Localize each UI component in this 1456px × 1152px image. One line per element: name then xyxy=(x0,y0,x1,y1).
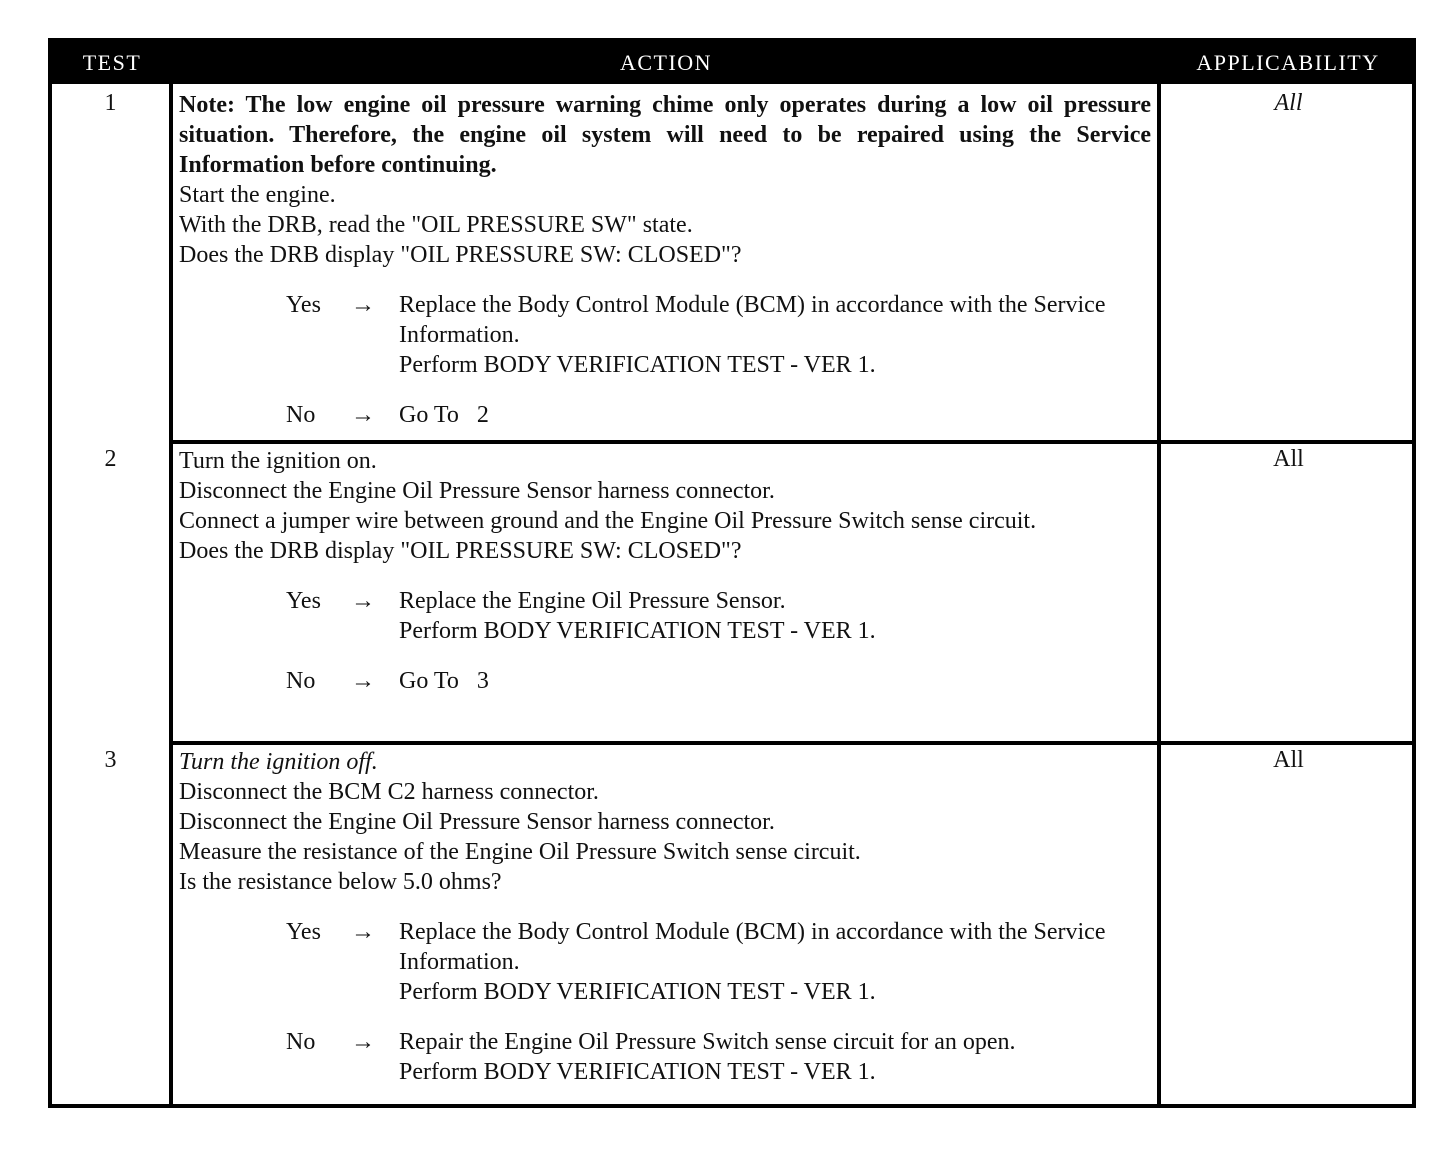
yes-label: Yes xyxy=(286,919,321,945)
arrow-icon: → xyxy=(351,402,375,428)
result-line: Perform BODY VERIFICATION TEST - VER 1. xyxy=(399,618,876,644)
action-step: Does the DRB display "OIL PRESSURE SW: CLOSED"? xyxy=(179,242,742,268)
no-branch xyxy=(179,1027,1151,1087)
no-branch xyxy=(179,666,1151,696)
result-line: Go To 2 xyxy=(399,402,489,428)
result-line: Replace the Engine Oil Pressure Sensor. xyxy=(399,588,786,614)
action-cell xyxy=(179,747,1151,1087)
action-cell xyxy=(179,446,1151,696)
applicability-value: All xyxy=(1273,446,1304,472)
arrow-icon: → xyxy=(351,588,375,614)
diagnostic-test-table xyxy=(48,38,1416,1108)
no-result xyxy=(399,1027,1151,1087)
no-label: No xyxy=(286,402,316,428)
result-line: Replace the Body Control Module (BCM) in accordance with the Service Information. xyxy=(399,919,1106,975)
table-row xyxy=(52,88,1412,440)
header-test: TEST xyxy=(82,50,142,75)
result-line: Replace the Body Control Module (BCM) in accordance with the Service Information. xyxy=(399,292,1106,348)
yes-label: Yes xyxy=(286,292,321,318)
no-label: No xyxy=(286,1029,316,1055)
table-row xyxy=(52,444,1412,741)
result-line: Go To 3 xyxy=(399,668,489,694)
arrow-icon: → xyxy=(351,919,375,945)
yes-label: Yes xyxy=(286,588,321,614)
action-step: Turn the ignition off. xyxy=(179,749,378,775)
result-line: Perform BODY VERIFICATION TEST - VER 1. xyxy=(399,352,876,378)
no-label: No xyxy=(286,668,316,694)
action-step: Does the DRB display "OIL PRESSURE SW: CLOSED"? xyxy=(179,538,742,564)
action-step: Start the engine. xyxy=(179,182,336,208)
action-step: Disconnect the BCM C2 harness connector. xyxy=(179,779,599,805)
action-step: Measure the resistance of the Engine Oil Pressure Switch sense circuit. xyxy=(179,839,861,865)
action-step: Is the resistance below 5.0 ohms? xyxy=(179,869,502,895)
yes-result xyxy=(399,917,1151,1007)
no-branch xyxy=(179,400,1151,430)
result-line: Perform BODY VERIFICATION TEST - VER 1. xyxy=(399,1059,876,1085)
no-result xyxy=(399,400,1151,430)
action-step: Disconnect the Engine Oil Pressure Sensor harness connector. xyxy=(179,478,775,504)
action-cell xyxy=(179,90,1151,430)
result-line: Repair the Engine Oil Pressure Switch sense circuit for an open. xyxy=(399,1029,1016,1055)
test-number: 1 xyxy=(104,90,117,116)
table-row xyxy=(52,745,1412,1108)
no-result xyxy=(399,666,1151,696)
action-step: Turn the ignition on. xyxy=(179,448,377,474)
yes-branch xyxy=(179,586,1151,646)
arrow-icon: → xyxy=(351,292,375,318)
header-action: ACTION xyxy=(619,50,713,75)
note-text: Note: The low engine oil pressure warning chime only operates during a low oil pressure situation. Therefore, the engine oil system will need to be repaired using the Service Information before continuing. xyxy=(179,92,1151,178)
arrow-icon: → xyxy=(351,1029,375,1055)
yes-branch xyxy=(179,917,1151,1007)
test-number: 2 xyxy=(104,446,117,472)
applicability-value: All xyxy=(1273,747,1304,773)
yes-result xyxy=(399,290,1151,380)
arrow-icon: → xyxy=(351,668,375,694)
action-step: Disconnect the Engine Oil Pressure Sensor harness connector. xyxy=(179,809,775,835)
test-number: 3 xyxy=(104,747,117,773)
header-applicability: APPLICABILITY xyxy=(1196,50,1380,75)
action-step: With the DRB, read the "OIL PRESSURE SW" state. xyxy=(179,212,693,238)
action-step: Connect a jumper wire between ground and the Engine Oil Pressure Switch sense circuit. xyxy=(179,508,1037,534)
yes-result xyxy=(399,586,1151,646)
applicability-value: All xyxy=(1274,90,1303,116)
yes-branch xyxy=(179,290,1151,380)
result-line: Perform BODY VERIFICATION TEST - VER 1. xyxy=(399,979,876,1005)
table-header xyxy=(52,42,1412,84)
